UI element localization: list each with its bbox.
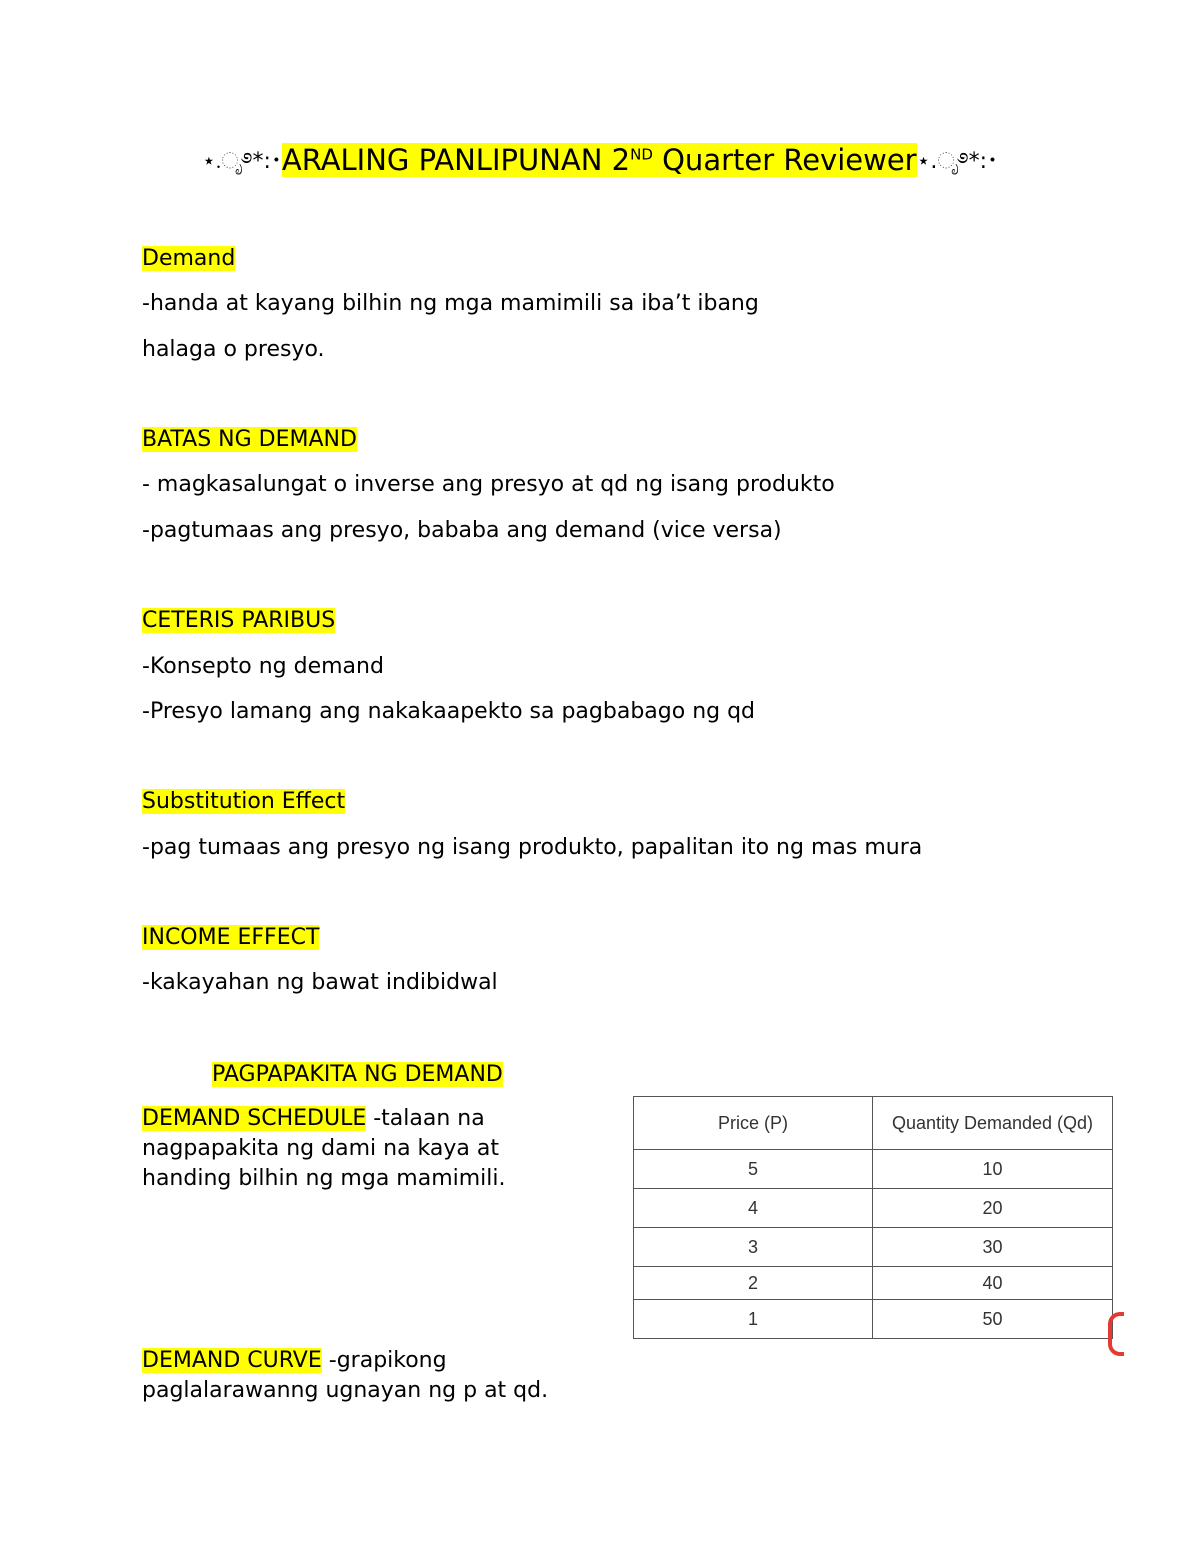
table-cell-quantity: 20 xyxy=(873,1189,1113,1228)
table-cell-quantity: 40 xyxy=(873,1267,1113,1300)
section-line: -Konsepto ng demand xyxy=(142,654,384,679)
table-row xyxy=(634,1228,1113,1267)
demand-curve-text: DEMAND CURVE -grapikong paglalarawanng ugnayan ng p at qd. xyxy=(142,1348,549,1403)
table-row xyxy=(634,1267,1113,1300)
section-line: -kakayahan ng bawat indibidwal xyxy=(142,970,498,995)
title-decoration-right: ⋆.ೃ࿔*:･ xyxy=(916,149,999,174)
table-cell-price: 4 xyxy=(634,1189,873,1228)
table-row xyxy=(634,1150,1113,1189)
demand-schedule-text: DEMAND SCHEDULE -talaan na nagpapakita ng dami na kaya at handing bilhin ng mga mamimili. xyxy=(142,1106,506,1191)
section-line: halaga o presyo. xyxy=(142,337,325,362)
table-cell-quantity: 10 xyxy=(873,1150,1113,1189)
section-line: -handa at kayang bilhin ng mga mamimili sa iba’t ibang xyxy=(142,291,759,316)
section-heading-income: INCOME EFFECT xyxy=(142,925,320,950)
demand-schedule-label: DEMAND SCHEDULE xyxy=(142,1106,367,1131)
table-cell-price: 5 xyxy=(634,1150,873,1189)
table-header-price: Price (P) xyxy=(634,1097,873,1150)
table-header-quantity: Quantity Demanded (Qd) xyxy=(873,1097,1113,1150)
demand-schedule-table xyxy=(633,1096,1113,1339)
title-superscript: ND xyxy=(630,145,653,164)
table-cell-quantity: 50 xyxy=(873,1300,1113,1339)
section-line: -Presyo lamang ang nakakaapekto sa pagbabago ng qd xyxy=(142,699,756,724)
table-cell-price: 1 xyxy=(634,1300,873,1339)
section-heading-ceteris: CETERIS PARIBUS xyxy=(142,608,336,633)
title-main: ARALING PANLIPUNAN 2 xyxy=(281,143,631,177)
section-heading-demand: Demand xyxy=(142,246,236,271)
title-decoration-left: ⋆.ೃ࿔*:･ xyxy=(201,149,282,174)
table-cell-price: 2 xyxy=(634,1267,873,1300)
table-cell-price: 3 xyxy=(634,1228,873,1267)
page-title xyxy=(0,140,1200,182)
section-heading-batas: BATAS NG DEMAND xyxy=(142,427,357,452)
title-rest: Quarter Reviewer xyxy=(652,143,917,177)
table-row xyxy=(634,1189,1113,1228)
section-line: -pagtumaas ang presyo, bababa ang demand (vice versa) xyxy=(142,518,782,543)
demand-curve-label: DEMAND CURVE xyxy=(142,1348,322,1373)
pagpapakita-heading: PAGPAPAKITA NG DEMAND xyxy=(212,1062,503,1087)
section-line: -pag tumaas ang presyo ng isang produkto, papalitan ito ng mas mura xyxy=(142,835,923,860)
section-line: - magkasalungat o inverse ang presyo at qd ng isang produkto xyxy=(142,472,835,497)
table-header-row xyxy=(634,1097,1113,1150)
section-heading-substitution: Substitution Effect xyxy=(142,789,346,814)
red-mark-decoration xyxy=(1108,1312,1124,1356)
table-cell-quantity: 30 xyxy=(873,1228,1113,1267)
title-highlight xyxy=(282,143,917,177)
table-row xyxy=(634,1300,1113,1339)
